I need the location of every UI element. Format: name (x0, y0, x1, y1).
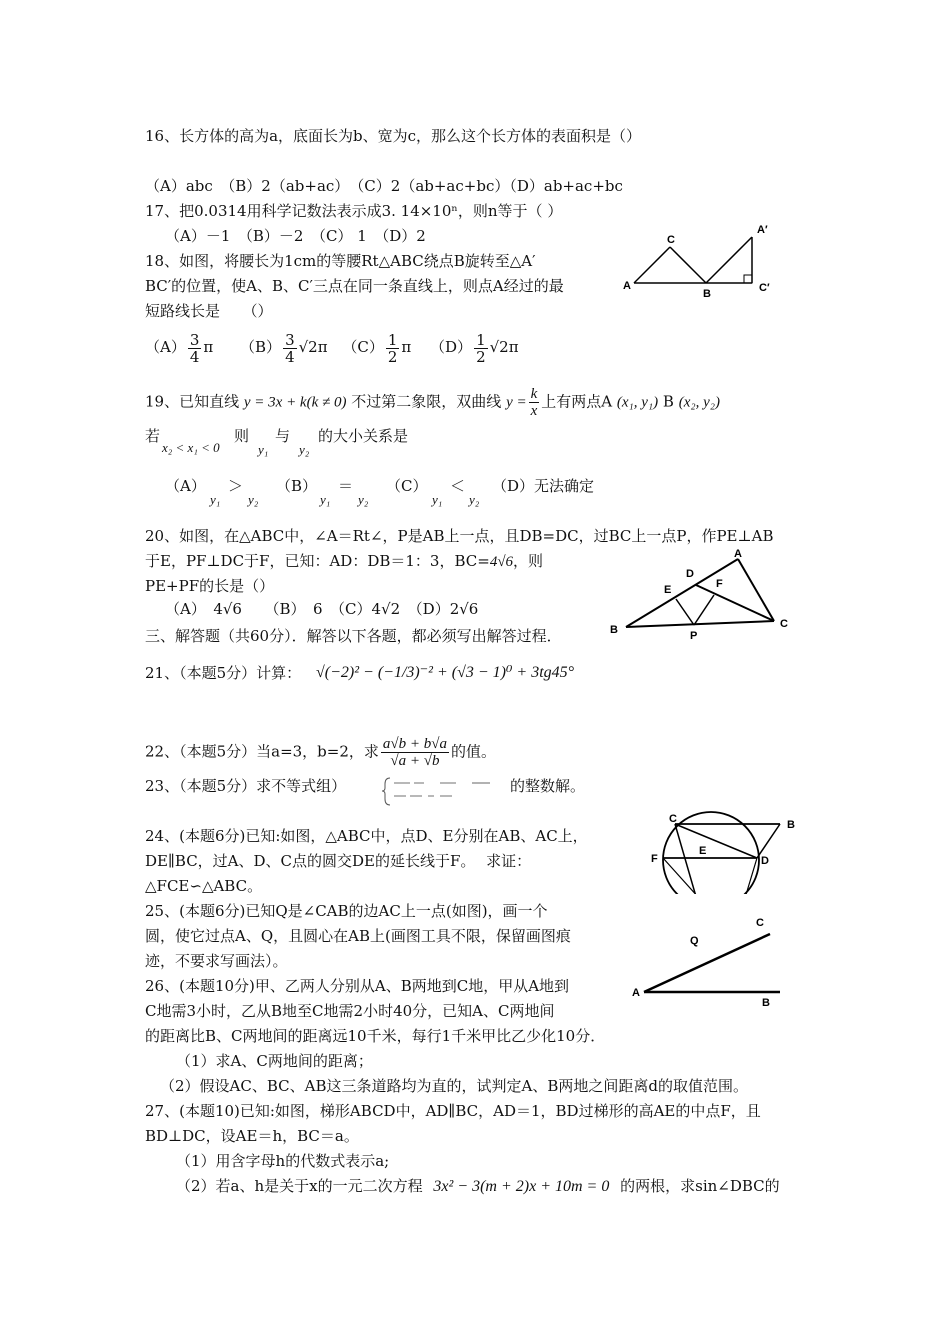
q18-line3: 短路线长是 （） (145, 302, 273, 320)
q27-equation: 3x² − 3(m + 2)x + 10m = 0 (433, 1178, 610, 1195)
q24-label-b: B (787, 819, 795, 831)
q18-options: （A） $\frac{3}{4}$ π （B） $\frac{3}{4}$ √2π （C） $\frac{1}{2}$ π （D） $\frac{1}{2}$ √2π (145, 330, 519, 366)
q20-label-f: F (716, 578, 723, 590)
q17-options: （A）－1 （B）－2 （C） 1 （D）2 (165, 227, 426, 245)
q20-line2: 于E，PF⊥DC于F，已知：AD：DB＝1：3，BC=4√6，则 (145, 552, 544, 570)
q18-frac-c: $\frac{1}{2}$ (387, 330, 398, 366)
q27-sub1: （1）用含字母h的代数式表示a; (176, 1152, 390, 1170)
q19-opt-a: （A） (165, 477, 206, 495)
q20-line1: 20、如图，在△ABC中，∠A＝Rt∠，P是AB上一点，且DB=DC，过BC上一点P，作PE⊥AB (145, 527, 774, 545)
q25-line2: 圆，使它过点A、Q，且圆心在AB上(画图工具不限，保留画图痕 (145, 927, 571, 945)
q26-sub2: （2）假设AC、BC、AB这三条道路均为直的，试判定A、B两地之间距离d的取值范围。 (160, 1077, 748, 1095)
q18-opt-b: （B） (240, 338, 282, 356)
q24-figure (645, 808, 805, 898)
q19-line1: 19、已知直线 y = 3x + k(k ≠ 0) 不过第二象限，双曲线 y = $\frac{k}{x}$ 上有两点A (x₁, y₁) B (x₂, y₂) (145, 386, 720, 419)
q25-figure (630, 912, 790, 1007)
q24-line3: △FCE∽△ABC。 (145, 877, 263, 895)
q18-frac-a: $\frac{3}{4}$ (189, 330, 200, 366)
q20-label-e: E (664, 584, 672, 596)
q20-label-c: C (780, 618, 788, 630)
q19-line-eq: y = 3x + k(k ≠ 0) (243, 394, 347, 411)
q22-stem: 22、（本题5分）当a=3，b=2，求 $\frac{a√b + b√a}{√a + √b}$ 的值。 (145, 736, 497, 769)
q27-sub2: （2）若a、h是关于x的一元二次方程 3x² − 3(m + 2)x + 10m = 0 的两根，求sin∠DBC的 (176, 1177, 780, 1195)
q25-line1: 25、(本题6分)已知Q是∠CAB的边AC上一点(如图)，画一个 (145, 902, 548, 920)
q23-system-blurred (382, 774, 510, 808)
q25-label-a: A (632, 987, 640, 999)
q20-label-a: A (734, 548, 742, 560)
q25-line3: 迹，不要求写画法）。 (145, 952, 288, 970)
q20-label-d: D (686, 568, 694, 580)
q27-line1: 27、(本题10)已知:如图，梯形ABCD中，AD∥BC，AD＝1，BD过梯形的高AE的中点F，且 (145, 1102, 761, 1120)
q24-label-c: C (669, 813, 677, 825)
q18-opt-a: （A） (145, 338, 186, 356)
q24-line1: 24、(本题6分)已知:如图，△ABC中，点D、E分别在AB、AC上， (145, 827, 588, 845)
q21-expr: √(−2)² − (−1/3)⁻² + (√3 − 1)⁰ + 3tg45° (316, 664, 575, 681)
q20-label-p: P (690, 630, 698, 640)
section3-heading: 三、解答题（共60分）．解答以下各题，都必须写出解答过程． (145, 627, 562, 645)
q18-line2: BC′的位置，使A、B、C′三点在同一条直线上，则点A经过的最 (145, 277, 564, 295)
q24-line2: DE∥BC，过A、D、C点的圆交DE的延长线于F。 求证： (145, 852, 532, 870)
q18-figure (620, 225, 780, 300)
q18-opt-c: （C） (342, 338, 384, 356)
q20-figure (610, 545, 800, 640)
q18-frac-d: $\frac{1}{2}$ (476, 330, 486, 366)
q18-label-c: C (667, 234, 675, 246)
q19-frac: $\frac{k}{x}$ (530, 386, 538, 419)
q27-line2: BD⊥DC，设AE＝h，BC＝a。 (145, 1127, 359, 1145)
q24-label-d: D (761, 855, 769, 867)
q23-stem: 23、（本题5分）求不等式组） (145, 777, 347, 795)
q19-opt-b: （B） (276, 477, 318, 495)
q18-opt-d: （D） (430, 338, 473, 356)
q24-label-f: F (651, 853, 658, 865)
q18-line1: 18、如图，将腰长为1cm的等腰Rt△ABC绕点B旋转至△A′ (145, 252, 536, 270)
q25-label-q: Q (690, 935, 699, 947)
q19-line2: 若 (145, 427, 161, 445)
q18-label-a2: A′ (757, 225, 768, 236)
q19-opt-c: （C） (386, 477, 428, 495)
q25-label-c: C (756, 917, 764, 929)
q19-condition: x₂ < x₁ < 0 (162, 440, 220, 455)
q26-sub1: （1）求A、C两地间的距离； (176, 1052, 373, 1070)
q26-line3: 的距离比B、C两地间的距离远10千米，每行1千米甲比乙少化10分． (145, 1027, 606, 1045)
q18-label-c2: C′ (759, 282, 770, 294)
q17-stem: 17、把0.0314用科学记数法表示成3. 14×10ⁿ，则n等于（ ） (145, 202, 563, 220)
q18-frac-b: $\frac{3}{4}$ (285, 330, 295, 366)
q20-label-b: B (610, 624, 618, 636)
q16-options: （A）abc （B）2（ab+ac） （C）2（ab+ac+bc）（D）ab+ac+bc (145, 177, 623, 195)
q16-stem: 16、长方体的高为a，底面长为b、宽为c，那么这个长方体的表面积是（） (145, 127, 642, 145)
q24-label-e: E (699, 845, 707, 857)
q21-stem: 21、（本题5分）计算： (145, 664, 302, 682)
q25-label-b: B (762, 997, 770, 1007)
q23-tail: 的整数解。 (510, 777, 586, 795)
q20-line3: PE+PF的长是（） (145, 577, 275, 595)
q22-frac: $\frac{a√b + b√a}{√a + √b}$ (382, 736, 447, 769)
q19-opt-d: （D）无法确定 (492, 477, 595, 495)
q26-line1: 26、(本题10分)甲、乙两人分别从A、B两地到C地，甲从A地到 (145, 977, 570, 995)
q20-options: （A） 4√6 （B） 6 （C）4√2 （D）2√6 (165, 600, 479, 618)
q26-line2: C地需3小时，乙从B地至C地需2小时40分，已知A、C两地间 (145, 1002, 555, 1020)
q18-label-a: A (623, 280, 631, 292)
q18-label-b: B (703, 288, 711, 300)
